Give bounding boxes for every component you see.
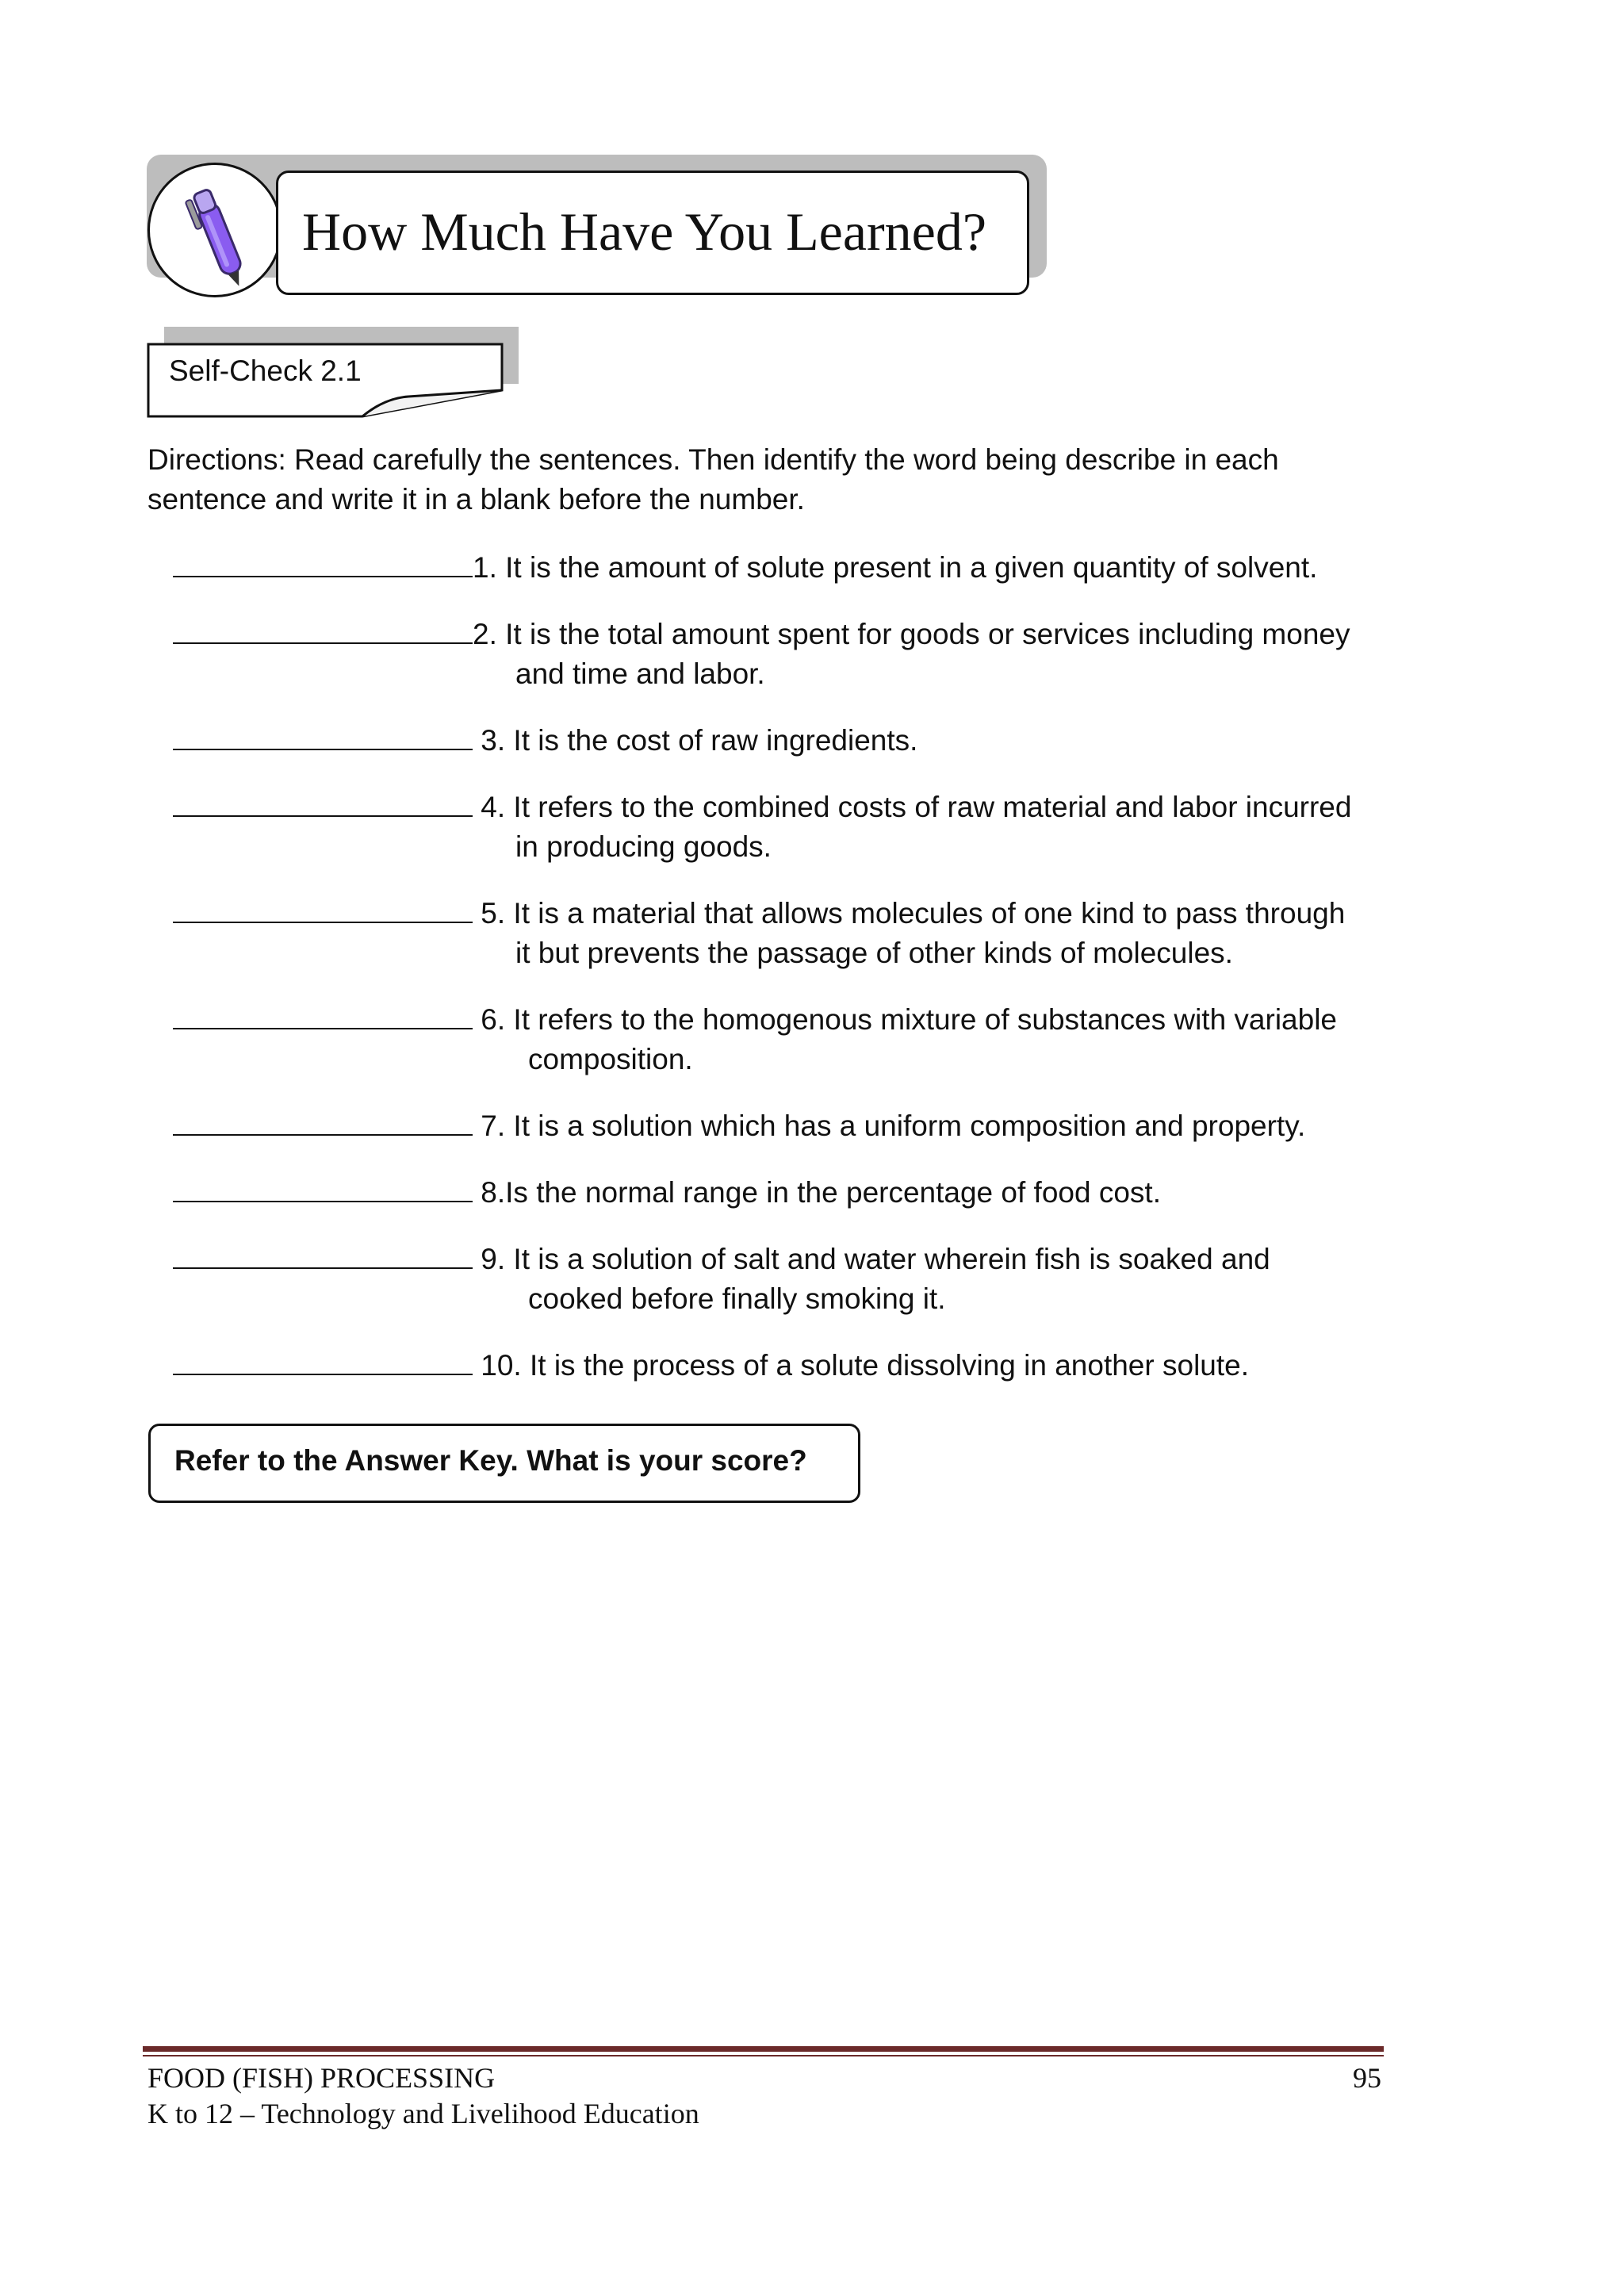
question-item: 9. It is a solution of salt and water wherein fish is soaked and cooked before finally smoking it. [173, 1239, 1270, 1319]
answer-key-box [148, 1424, 860, 1503]
answer-blank[interactable] [173, 1345, 473, 1375]
question-item: 7. It is a solution which has a uniform composition and property. [173, 1106, 1305, 1146]
footer-subject: FOOD (FISH) PROCESSING [147, 2062, 496, 2094]
footer-rule-thin [143, 2055, 1384, 2056]
page-number: 95 [1353, 2062, 1381, 2094]
question-item: 1. It is the amount of solute present in a given quantity of solvent. [173, 547, 1317, 588]
pen-icon-circle [147, 163, 282, 297]
page-title: How Much Have You Learned? [302, 201, 987, 262]
directions-text: Directions: Read carefully the sentences. Then identify the word being describe in each sentence and write it in a blank before the number. [147, 443, 1279, 516]
self-check-label: Self-Check 2.1 [169, 355, 362, 387]
answer-blank[interactable] [173, 1172, 473, 1202]
question-item: 2. It is the total amount spent for goods or services including money and time and labor. [173, 614, 1350, 694]
answer-key-prompt: Refer to the Answer Key. What is your score? [174, 1444, 807, 1477]
question-item: 6. It refers to the homogenous mixture of substances with variable composition. [173, 999, 1337, 1079]
question-item: 5. It is a material that allows molecules of one kind to pass through it but prevents the passage of other kinds of molecules. [173, 893, 1345, 973]
answer-blank[interactable] [173, 720, 473, 750]
footer-program: K to 12 – Technology and Livelihood Education [147, 2098, 699, 2129]
title-box [276, 171, 1029, 295]
answer-blank[interactable] [173, 787, 473, 817]
answer-blank[interactable] [173, 1239, 473, 1269]
footer-text [147, 2060, 699, 2132]
answer-blank[interactable] [173, 614, 473, 644]
answer-blank[interactable] [173, 999, 473, 1029]
answer-blank[interactable] [173, 547, 473, 577]
question-item: 10. It is the process of a solute dissolving in another solute. [173, 1345, 1249, 1386]
question-item: 8.Is the normal range in the percentage of food cost. [173, 1172, 1161, 1213]
answer-blank[interactable] [173, 893, 473, 923]
pen-icon [150, 165, 285, 300]
footer-rule-thick [143, 2046, 1384, 2052]
answer-blank[interactable] [173, 1106, 473, 1136]
question-item: 4. It refers to the combined costs of raw material and labor incurred in producing goods. [173, 787, 1351, 867]
question-item: 3. It is the cost of raw ingredients. [173, 720, 917, 761]
